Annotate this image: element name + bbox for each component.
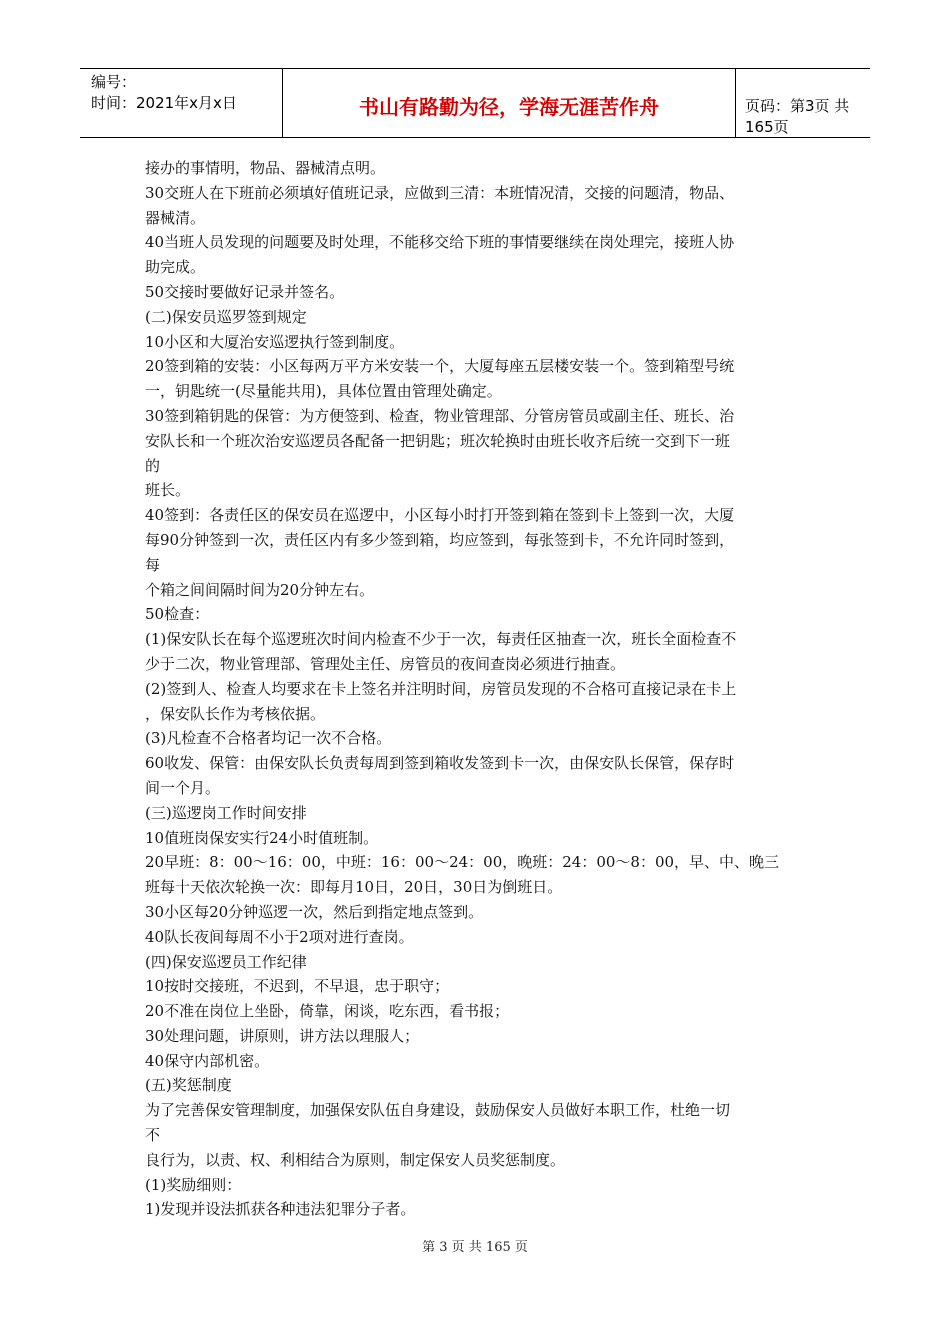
body-text bbox=[145, 156, 815, 1222]
header-motto: 书山有路勤为径，学海无涯苦作舟 bbox=[359, 95, 659, 119]
text-line: 10按时交接班，不迟到，不早退，忠于职守； bbox=[145, 977, 450, 996]
text-line: (二)保安员巡罗签到规定 bbox=[145, 307, 307, 326]
text-line: 班长。 bbox=[145, 481, 191, 500]
text-line: (四)保安巡逻员工作纪律 bbox=[145, 952, 307, 971]
text-line: 20签到箱的安装：小区每两万平方米安装一个，大厦每座五层楼安装一个。签到箱型号统 bbox=[145, 357, 735, 376]
text-line: 良行为，以责、权、利相结合为原则，制定保安人员奖惩制度。 bbox=[145, 1150, 566, 1169]
text-line: 40保守内部机密。 bbox=[145, 1051, 270, 1070]
text-line: 50交接时要做好记录并签名。 bbox=[145, 282, 345, 301]
page-number-label: 页码：第3页 共165页 bbox=[745, 97, 850, 136]
text-line: 助完成。 bbox=[145, 258, 206, 277]
text-line: (2)签到人、检查人均要求在卡上签名并注明时间，房管员发现的不合格可直接记录在卡上 bbox=[145, 679, 737, 698]
page-footer: 第 3 页 共 165 页 bbox=[422, 1240, 528, 1255]
text-line: 接办的事情明，物品、器械清点明。 bbox=[145, 159, 386, 177]
text-line: (3)凡检查不合格者均记一次不合格。 bbox=[145, 729, 392, 748]
text-line: 10值班岗保安实行24小时值班制。 bbox=[145, 828, 379, 847]
text-line: 间一个月。 bbox=[145, 778, 221, 797]
text-line: 1)发现并设法抓获各种违法犯罪分子者。 bbox=[145, 1200, 416, 1219]
number-label: 编号： bbox=[91, 73, 137, 91]
header-center-cell bbox=[282, 69, 736, 137]
text-line: (1)保安队长在每个巡逻班次时间内检查不少于一次，每责任区抽查一次，班长全面检查不 bbox=[145, 630, 737, 649]
text-line: 每 bbox=[145, 555, 161, 574]
text-line: 少于二次，物业管理部、管理处主任、房管员的夜间查岗必须进行抽查。 bbox=[145, 654, 626, 673]
text-line: 一，钥匙统一(尽量能共用)，具体位置由管理处确定。 bbox=[145, 382, 502, 401]
text-line: 不 bbox=[145, 1126, 161, 1145]
text-line: 个箱之间间隔时间为20分钟左右。 bbox=[145, 580, 375, 599]
text-line: 的 bbox=[145, 456, 161, 475]
text-line: 40当班人员发现的问题要及时处理，不能移交给下班的事情要继续在岗处理完，接班人协 bbox=[145, 233, 735, 252]
text-line: 50检查： bbox=[145, 605, 210, 624]
text-line: 30处理问题，讲原则，讲方法以理服人； bbox=[145, 1026, 420, 1045]
text-line: 器械清。 bbox=[145, 208, 206, 227]
text-line: 30交班人在下班前必须填好值班记录，应做到三清：本班情况清，交接的问题清，物品、 bbox=[145, 183, 735, 202]
text-line: 安队长和一个班次治安巡逻员各配备一把钥匙；班次轮换时由班长收齐后统一交到下一班 bbox=[145, 431, 731, 450]
text-line: 30小区每20分钟巡逻一次，然后到指定地点签到。 bbox=[145, 902, 484, 921]
text-line: 40签到：各责任区的保安员在巡逻中，小区每小时打开签到箱在签到卡上签到一次，大厦 bbox=[145, 506, 735, 525]
text-line: 每90分钟签到一次，责任区内有多少签到箱，均应签到，每张签到卡，不允许同时签到， bbox=[145, 530, 735, 549]
header-left-cell bbox=[80, 69, 282, 137]
text-line: 10小区和大厦治安巡逻执行签到制度。 bbox=[145, 332, 405, 351]
text-line: ，保安队长作为考核依据。 bbox=[145, 704, 326, 723]
text-line: (三)巡逻岗工作时间安排 bbox=[145, 803, 307, 822]
header-table bbox=[80, 68, 870, 138]
text-line: 30签到箱钥匙的保管：为方便签到、检查，物业管理部、分管房管员或副主任、班长、治 bbox=[145, 406, 735, 425]
header-right-cell bbox=[735, 69, 870, 137]
text-line: 20早班：8：00～16：00，中班：16：00～24：00，晚班：24：00～8：00，早、中、晚三 bbox=[145, 853, 780, 872]
text-line: (1)奖励细则： bbox=[145, 1175, 242, 1194]
text-line: 为了完善保安管理制度，加强保安队伍自身建设，鼓励保安人员做好本职工作，杜绝一切 bbox=[145, 1101, 731, 1120]
text-line: 班每十天依次轮换一次：即每月10日，20日，30日为倒班日。 bbox=[145, 878, 563, 897]
text-line: 60收发、保管：由保安队长负责每周到签到箱收发签到卡一次，由保安队长保管，保存时 bbox=[145, 754, 735, 773]
text-line: (五)奖惩制度 bbox=[145, 1076, 232, 1095]
text-line: 40队长夜间每周不小于2项对进行查岗。 bbox=[145, 927, 414, 946]
text-line: 20不准在岗位上坐卧，倚靠，闲谈，吃东西，看书报； bbox=[145, 1002, 510, 1021]
time-label: 时间：2021年x月x日 bbox=[91, 94, 237, 112]
